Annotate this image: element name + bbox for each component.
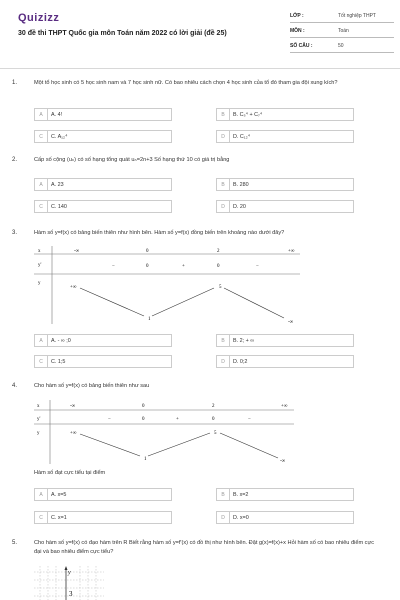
meta-value: Toán	[338, 28, 349, 34]
y-value: +∞	[70, 285, 77, 290]
meta-value: 50	[338, 43, 344, 49]
option-b[interactable]	[216, 334, 354, 347]
graph-tick-label: 3	[69, 590, 73, 598]
option-b[interactable]	[216, 108, 354, 121]
option-b[interactable]	[216, 488, 354, 501]
meta-row-class	[290, 10, 394, 23]
option-c[interactable]	[34, 200, 172, 213]
y-value: 5	[214, 431, 217, 436]
page-title: 30 đề thi THPT Quốc gia môn Toán năm 2022 có lời giải (đề 25)	[18, 30, 227, 37]
yprime-label: y'	[38, 263, 42, 268]
option-d[interactable]	[216, 130, 354, 143]
meta-row-subject	[290, 25, 394, 38]
x-label: x	[38, 249, 41, 254]
sign: −	[108, 417, 111, 422]
option-a[interactable]	[34, 108, 172, 121]
sign: +	[176, 417, 179, 422]
question-text: Một tổ học sinh có 5 học sinh nam và 7 học sinh nữ. Có bao nhiêu cách chọn 4 học sinh của tổ đó tham gia đội xung kích?	[34, 80, 338, 86]
option-a[interactable]	[34, 334, 172, 347]
yprime-label: y'	[37, 417, 41, 422]
option-d[interactable]	[216, 355, 354, 368]
question-number: 3.	[12, 230, 18, 236]
option-text: C. 1;5	[51, 358, 66, 365]
question-text: Cấp số cộng (uₙ) có số hạng tổng quát uₙ=2n+3 Số hạng thứ 10 có giá trị bằng	[34, 157, 230, 163]
question-number: 4.	[12, 383, 18, 389]
sign: −	[256, 264, 259, 269]
x-value: 0	[142, 404, 145, 409]
option-text: A. - ∞ ;0	[51, 337, 71, 344]
y-label: y	[37, 431, 40, 436]
question-number: 5.	[12, 540, 18, 546]
option-text: B. 2; + ∞	[233, 337, 255, 344]
question-number: 1.	[12, 80, 18, 86]
option-c[interactable]	[34, 355, 172, 368]
option-letter: C	[35, 512, 48, 523]
y-label: y	[38, 281, 41, 286]
sign: 0	[212, 417, 215, 422]
question-subtext: Hàm số đạt cực tiểu tại điểm	[34, 470, 106, 476]
y-value: -∞	[288, 320, 294, 325]
option-text: B. C₅⁴ + C₇⁴	[233, 111, 263, 118]
option-text: D. x=0	[233, 514, 249, 521]
option-text: C. x=1	[51, 514, 67, 521]
option-d[interactable]	[216, 511, 354, 524]
option-letter: D	[217, 356, 230, 367]
option-letter: B	[217, 489, 230, 500]
variation-table-q3	[34, 244, 300, 326]
option-letter: C	[35, 356, 48, 367]
derivative-graph-q5	[34, 566, 104, 600]
option-text: A. 4!	[51, 111, 63, 118]
option-text: C. 140	[51, 203, 67, 210]
x-value: -∞	[74, 249, 80, 254]
option-text: D. C₁₂⁴	[233, 133, 251, 140]
x-value: 2	[217, 249, 220, 254]
option-text: B. 280	[233, 181, 249, 188]
x-label: x	[37, 404, 40, 409]
question-text: Cho hàm số y=f(x) có bảng biến thiên như sau	[34, 383, 150, 389]
sign: 0	[142, 417, 145, 422]
sign: 0	[217, 264, 220, 269]
x-value: 0	[146, 249, 149, 254]
option-letter: D	[217, 131, 230, 142]
quizizz-logo: Quizizz	[18, 12, 60, 24]
option-letter: D	[217, 201, 230, 212]
y-value: 5	[219, 285, 222, 290]
x-value: 2	[212, 404, 215, 409]
variation-table-q4	[34, 398, 294, 466]
meta-row-count	[290, 40, 394, 53]
x-value: +∞	[281, 404, 288, 409]
option-letter: D	[217, 512, 230, 523]
sign: −	[248, 417, 251, 422]
option-letter: A	[35, 179, 48, 190]
y-value: -∞	[280, 459, 286, 464]
option-letter: B	[217, 179, 230, 190]
option-letter: B	[217, 335, 230, 346]
option-d[interactable]	[216, 200, 354, 213]
meta-box	[290, 10, 394, 55]
header-divider	[0, 68, 400, 69]
y-value: +∞	[70, 431, 77, 436]
option-text: A. x=5	[51, 491, 67, 498]
option-a[interactable]	[34, 178, 172, 191]
option-letter: A	[35, 489, 48, 500]
option-c[interactable]	[34, 130, 172, 143]
option-letter: C	[35, 201, 48, 212]
sign: 0	[146, 264, 149, 269]
question-number: 2.	[12, 157, 18, 163]
option-letter: A	[35, 335, 48, 346]
meta-key: MÔN :	[290, 28, 305, 34]
meta-key: SỐ CÂU :	[290, 43, 313, 49]
y-value: 1	[144, 457, 147, 462]
option-text: D. 0;2	[233, 358, 248, 365]
meta-key: LỚP :	[290, 13, 304, 19]
x-value: +∞	[288, 249, 295, 254]
option-text: D. 20	[233, 203, 246, 210]
sign: +	[182, 264, 185, 269]
question-text: Cho hàm số y=f(x) có đạo hàm trên R Biết rằng hàm số y=f'(x) có đồ thị như hình bên. Đặt g(x)=f(x)+x Hỏi hàm số có bao nhiêu điểm cực đại và bao nhiêu điểm cực tiểu?	[34, 540, 374, 555]
option-text: A. 23	[51, 181, 64, 188]
option-c[interactable]	[34, 511, 172, 524]
option-b[interactable]	[216, 178, 354, 191]
option-text: B. x=2	[233, 491, 249, 498]
sign: −	[112, 264, 115, 269]
option-text: C. A₁₂⁴	[51, 133, 68, 140]
option-letter: C	[35, 131, 48, 142]
x-value: -∞	[70, 404, 76, 409]
graph-y-axis-label: y	[68, 570, 71, 576]
y-value: 1	[148, 317, 151, 322]
option-letter: B	[217, 109, 230, 120]
question-text: Hàm số y=f(x) có bảng biến thiên như hình bên. Hàm số y=f(x) đồng biến trên khoảng nào dưới đây?	[34, 230, 285, 236]
option-letter: A	[35, 109, 48, 120]
option-a[interactable]	[34, 488, 172, 501]
meta-value: Tốt nghiệp THPT	[338, 13, 376, 19]
